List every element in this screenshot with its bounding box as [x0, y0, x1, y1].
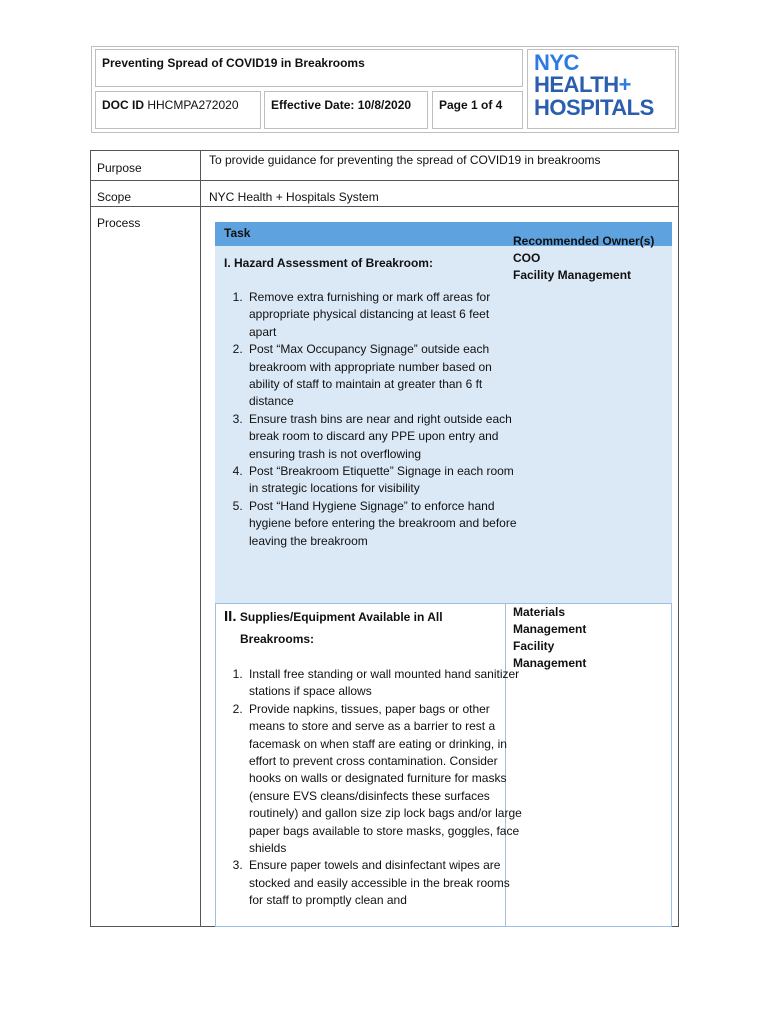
list-item: 1. Install free standing or wall mounted hand sanitizer stations if space allows [246, 666, 522, 701]
section2-title [224, 606, 443, 650]
scope-value: NYC Health + Hospitals System [209, 190, 379, 204]
doc-id-cell [95, 91, 261, 129]
task-header-text: Task [224, 226, 251, 240]
list-item: 4. Post “Breakroom Etiquette” Signage in each room in strategic locations for visibility [246, 463, 518, 498]
section1-owners [513, 250, 631, 284]
page-number: Page 1 of 4 [432, 91, 523, 129]
purpose-value: To provide guidance for preventing the spread of COVID19 in breakrooms [209, 153, 601, 167]
section2-number: II. [224, 608, 237, 625]
section2-owners [513, 604, 586, 672]
list-item: 2. Provide napkins, tissues, paper bags or other means to store and serve as a barrier to rest a facemask on when staff are eating or drinking, in effort to prevent cross contamination. Consider hooks on walls or designated furniture for masks (ensure EVS cleans/disinfects these surfaces routinely) and gallon size zip lock bags and/or large paper bags available to store masks, goggles, face shields [246, 701, 522, 858]
list-item: 3. Ensure paper towels and disinfectant wipes are stocked and easily accessible in the break rooms for staff to promptly clean and [246, 857, 522, 909]
nyc-health-hospitals-logo [527, 49, 676, 129]
document-title: Preventing Spread of COVID19 in Breakrooms [95, 49, 523, 87]
logo-hospitals: HOSPITALS [534, 95, 654, 120]
doc-id-value: HHCMPA272020 [147, 98, 239, 112]
owner-item: Management [513, 656, 587, 670]
purpose-label: Purpose [97, 161, 142, 175]
owner-item: Facility [513, 639, 555, 653]
list-item: 1. Remove extra furnishing or mark off areas for appropriate physical distancing at least 6 feet apart [246, 289, 518, 341]
effective-date: Effective Date: 10/8/2020 [264, 91, 428, 129]
owner-header-text: Recommended Owner(s) [513, 234, 655, 248]
task-column-header [215, 222, 505, 246]
doc-id-label: DOC ID [102, 98, 144, 112]
list-item: 5. Post “Hand Hygiene Signage” to enforce hand hygiene before entering the breakroom and before leaving the breakroom [246, 498, 518, 550]
section2-title-line2: Breakrooms: [240, 632, 315, 646]
owner-item: Materials [513, 605, 566, 619]
row-divider [90, 180, 679, 181]
row-divider [90, 206, 679, 207]
owner-item: Management [513, 622, 587, 636]
section2-steps [224, 666, 522, 910]
list-item: 2. Post “Max Occupancy Signage” outside each breakroom with appropriate number based on ability of staff to maintain at greater than 6 ft distance [246, 341, 518, 411]
section2-title-line1: Supplies/Equipment Available in All [239, 610, 443, 624]
scope-label: Scope [97, 190, 132, 204]
logo-nyc: NYC [534, 50, 579, 75]
list-item: 3. Ensure trash bins are near and right outside each break room to discard any PPE upon entry and ensuring trash is not overflowing [246, 411, 518, 463]
process-label: Process [97, 216, 141, 230]
owner-item: Facility Management [513, 268, 632, 282]
owner-item: COO [513, 251, 541, 265]
section1-steps [224, 289, 518, 550]
table-column-divider [200, 150, 201, 927]
section1-title: I. Hazard Assessment of Breakroom: [224, 256, 433, 270]
section1-owner-cell [505, 246, 672, 603]
logo-health: HEALTH+ [534, 72, 631, 97]
